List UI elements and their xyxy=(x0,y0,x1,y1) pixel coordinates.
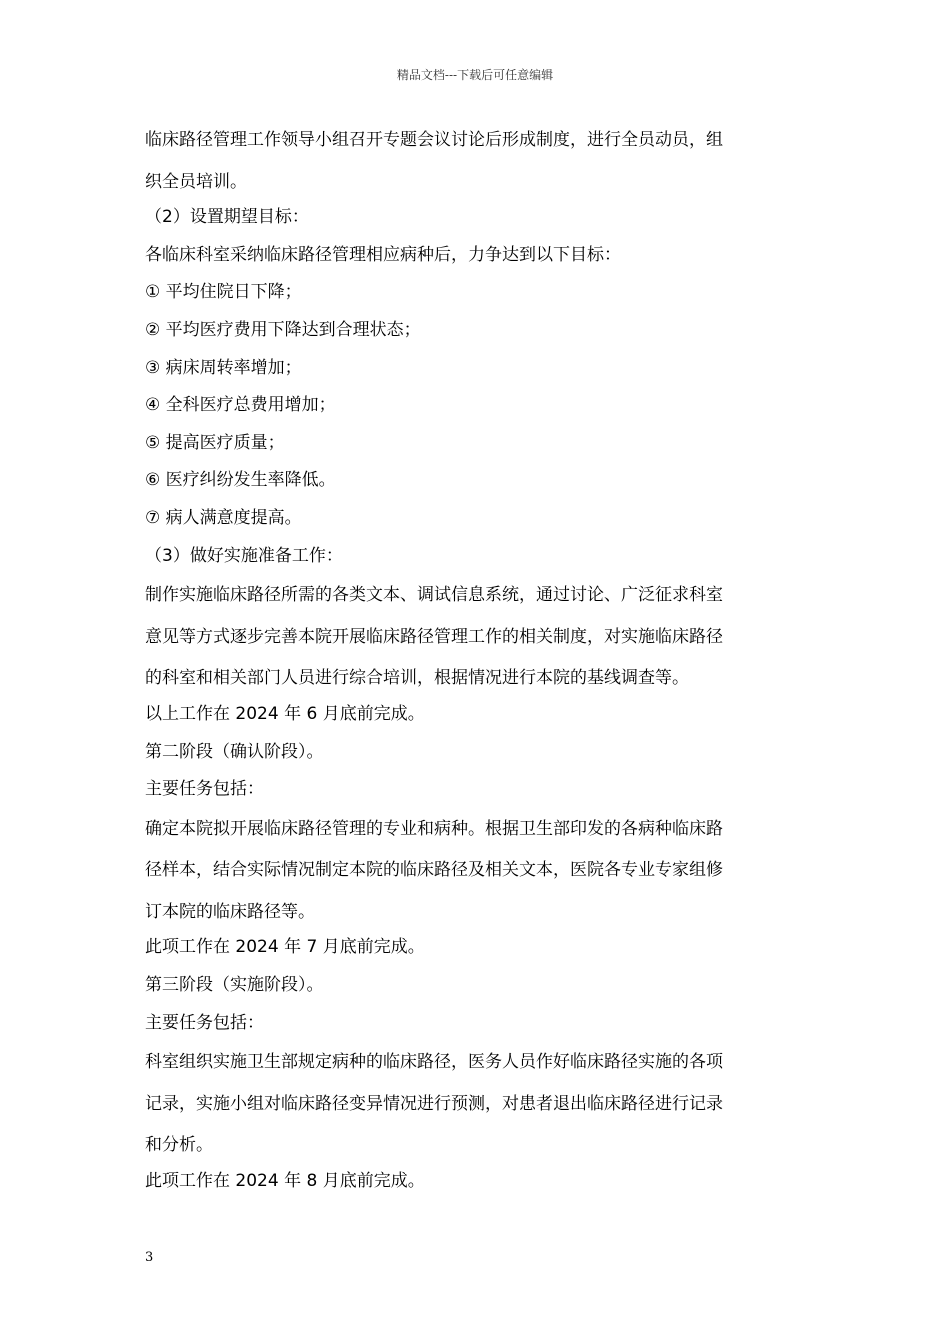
list-item: ⑤ 提高医疗质量； xyxy=(145,432,285,453)
paragraph-line: 的科室和相关部门人员进行综合培训，根据情况进行本院的基线调查等。 xyxy=(145,668,689,689)
paragraph-line: 此项工作在 2024 年 7 月底前完成。 xyxy=(145,937,425,958)
list-item: ② 平均医疗费用下降达到合理状态； xyxy=(145,319,421,340)
paragraph-line: 织全员培训。 xyxy=(145,171,247,192)
document-body xyxy=(145,122,810,1201)
page-header: 精品文档---下载后可任意编辑 xyxy=(396,68,554,82)
list-item: ③ 病床周转率增加； xyxy=(145,357,302,378)
paragraph-line: 临床路径管理工作领导小组召开专题会议讨论后形成制度，进行全员动员，组 xyxy=(145,130,723,150)
paragraph-line: 以上工作在 2024 年 6 月底前完成。 xyxy=(145,703,425,724)
paragraph-line: 和分析。 xyxy=(145,1135,213,1156)
section-heading: 第三阶段（实施阶段）。 xyxy=(145,975,324,996)
list-item: ① 平均住院日下降； xyxy=(145,282,302,303)
section-heading: （3）做好实施准备工作： xyxy=(145,545,343,566)
list-item: ⑥ 医疗纠纷发生率降低。 xyxy=(145,470,336,491)
paragraph-line: 确定本院拟开展临床路径管理的专业和病种。根据卫生部印发的各病种临床路 xyxy=(145,818,723,839)
page-number: 3 xyxy=(145,1250,154,1265)
paragraph-line: 主要任务包括： xyxy=(145,1012,264,1033)
section-heading: 第二阶段（确认阶段）。 xyxy=(145,741,324,762)
paragraph-line: 制作实施临床路径所需的各类文本、调试信息系统，通过讨论、广泛征求科室 xyxy=(145,585,723,606)
list-item: ⑦ 病人满意度提高。 xyxy=(145,507,302,528)
paragraph-line: 各临床科室采纳临床路径管理相应病种后，力争达到以下目标： xyxy=(145,244,621,265)
paragraph-line: 订本院的临床路径等。 xyxy=(145,901,315,922)
paragraph-line: 主要任务包括： xyxy=(145,779,264,800)
paragraph-line: 径样本，结合实际情况制定本院的临床路径及相关文本，医院各专业专家组修 xyxy=(145,860,723,881)
paragraph-line: 记录，实施小组对临床路径变异情况进行预测，对患者退出临床路径进行记录 xyxy=(145,1093,723,1114)
paragraph-line: 意见等方式逐步完善本院开展临床路径管理工作的相关制度，对实施临床路径 xyxy=(145,626,723,647)
paragraph-line: 科室组织实施卫生部规定病种的临床路径，医务人员作好临床路径实施的各项 xyxy=(145,1052,723,1073)
paragraph-line: 此项工作在 2024 年 8 月底前完成。 xyxy=(145,1171,425,1192)
paragraph-line: （2）设置期望目标： xyxy=(145,207,309,228)
list-item: ④ 全科医疗总费用增加； xyxy=(145,395,336,416)
